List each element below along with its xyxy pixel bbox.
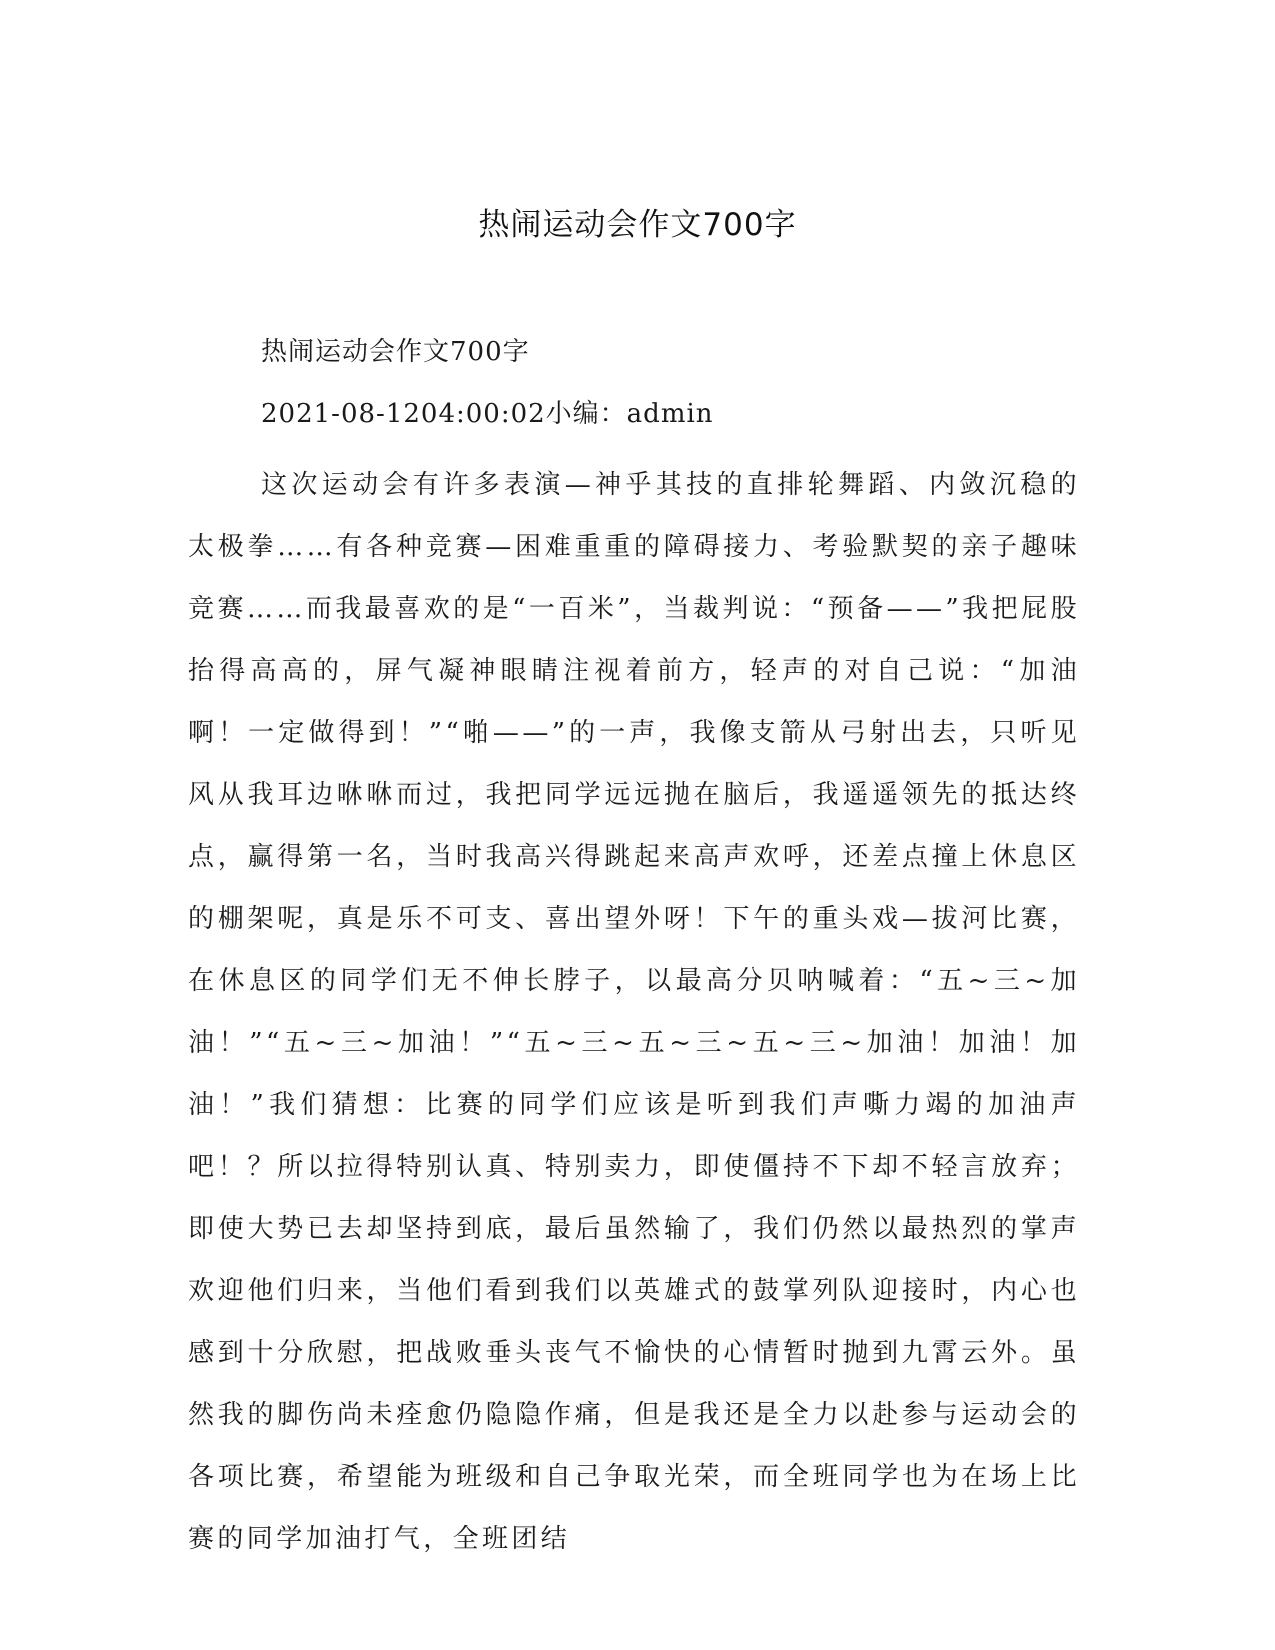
article-subtitle: 热闹运动会作文700字 [261, 337, 530, 367]
article-meta: 2021-08-1204:00:02小编：admin [261, 399, 714, 429]
document-title: 热闹运动会作文700字 [478, 207, 797, 243]
document-body [188, 330, 1080, 1570]
paragraph: 这次运动会有许多表演—神乎其技的直排轮舞蹈、内敛沉稳的太极拳……有各种竞赛—困难重重的障碍接力、考验默契的亲子趣味竞赛……而我最喜欢的是“一百米”，当裁判说：“预备——”我把屁股抬得高高的，屏气凝神眼睛注视着前方，轻声的对自己说：“加油啊！一定做得到！”“啪——”的一声，我像支箭从弓射出去，只听见风从我耳边咻咻而过，我把同学远远抛在脑后，我遥遥领先的抵达终点，赢得第一名，当时我高兴得跳起来高声欢呼，还差点撞上休息区的棚架呢，真是乐不可支、喜出望外呀！下午的重头戏—拔河比赛，在休息区的同学们无不伸长脖子，以最高分贝呐喊着：“五~三~加油！”“五~三~加油！”“五~三~五~三~五~三~加油！加油！加油！”我们猜想：比赛的同学们应该是听到我们声嘶力竭的加油声吧！？所以拉得特别认真、特别卖力，即使僵持不下却不轻言放弃；即使大势已去却坚持到底，最后虽然输了，我们仍然以最热烈的掌声欢迎他们归来，当他们看到我们以英雄式的鼓掌列队迎接时，内心也感到十分欣慰，把战败垂头丧气不愉快的心情暂时抛到九霄云外。虽然我的脚伤尚未痊愈仍隐隐作痛，但是我还是全力以赴参与运动会的各项比赛，希望能为班级和自己争取光荣，而全班同学也为在场上比赛的同学加油打气，全班团结 [188, 470, 1080, 1554]
